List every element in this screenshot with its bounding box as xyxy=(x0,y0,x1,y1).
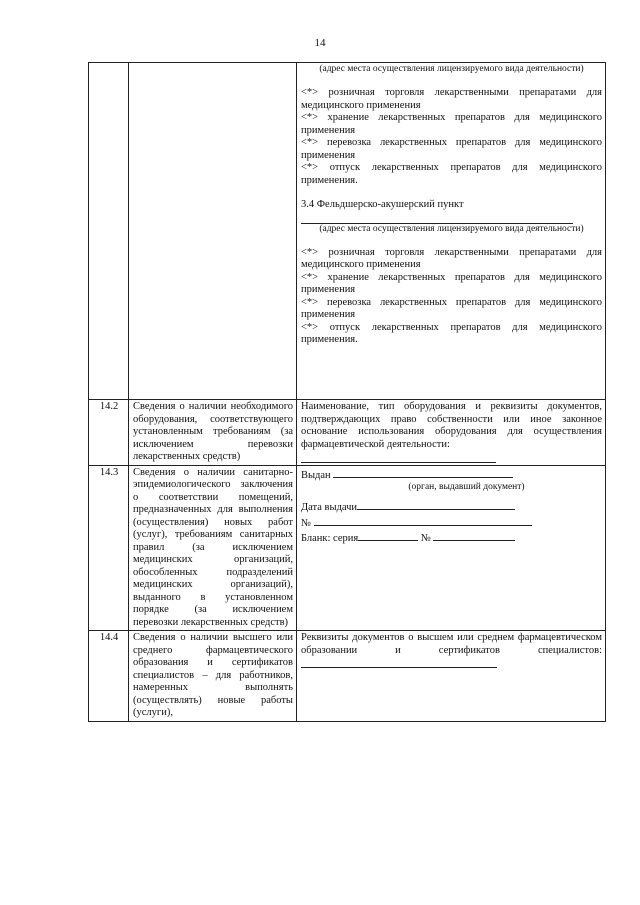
row-content xyxy=(297,631,606,722)
table-row xyxy=(89,631,606,722)
education-details-label xyxy=(301,632,602,673)
issued-line xyxy=(301,467,602,483)
doc-number-line xyxy=(301,515,602,531)
activity-item: <*> отпуск лекарственных препаратов для медицинского применения. xyxy=(301,162,602,186)
activity-item: <*> отпуск лекарственных препаратов для медицинского применения. xyxy=(301,321,602,345)
row-number: 14.2 xyxy=(89,400,129,466)
row-number-cell xyxy=(89,63,129,400)
row-content xyxy=(297,400,606,466)
row-description-cell xyxy=(129,63,297,400)
equipment-blank-line xyxy=(301,451,496,463)
row-description: Сведения о наличии необходимого оборудования, соответствующего установленным требованиям (за исключением перевозки лекарственных средств) xyxy=(129,400,297,466)
activity-item: <*> перевозка лекарственных препаратов для медицинского применения xyxy=(301,137,602,161)
row-description: Сведения о наличии санитарно-эпидемиологического заключения о соответствии помещений, предназначенных для выполнения (осуществления) новых работ (услуг), требованиям санитарных правил (за исключением медицинских организаций, обособленных подразделений медицинских организаций), выданного в установленном порядке (за исключением перевозки лекарственных средств) xyxy=(129,465,297,631)
activity-item: <*> розничная торговля лекарственными препаратами для медицинского применения xyxy=(301,87,602,111)
education-details-text: Реквизиты документов о высшем или среднем фармацевтическом образовании и сертификатов специалистов: xyxy=(301,632,602,656)
issued-label: Выдан xyxy=(301,469,331,481)
blank-number-label: № xyxy=(420,533,431,544)
doc-number-blank xyxy=(314,515,532,526)
row-number: 14.4 xyxy=(89,631,129,722)
blank-series-line xyxy=(301,530,602,546)
blank-number-blank xyxy=(433,530,515,541)
license-application-table xyxy=(88,62,606,722)
activity-item: <*> хранение лекарственных препаратов для медицинского применения xyxy=(301,271,602,295)
table-row xyxy=(89,465,606,631)
address-caption: (адрес места осуществления лицензируемого вида деятельности) xyxy=(319,64,584,74)
education-blank xyxy=(301,657,497,668)
row-description: Сведения о наличии высшего или среднего фармацевтического образования и сертификатов специалистов – для работников, намеренных выполнять (осуществлять) новые работы (услуги), xyxy=(129,631,297,722)
equipment-details-label: Наименование, тип оборудования и реквизиты документов, подтверждающих право собственности или иное законное основание использования оборудования для осуществления фармацевтической деятельности: xyxy=(301,401,602,450)
address-caption: (адрес места осуществления лицензируемого вида деятельности) xyxy=(319,223,584,234)
activity-item: <*> розничная торговля лекарственными препаратами для медицинского применения xyxy=(301,246,602,270)
issue-date-line xyxy=(301,499,602,515)
address-blank-line xyxy=(301,212,573,224)
issue-date-label: Дата выдачи xyxy=(301,502,358,513)
pharmacy-address-block xyxy=(297,63,606,400)
row-number: 14.3 xyxy=(89,465,129,631)
blank-series-blank xyxy=(358,530,418,541)
activity-item: <*> хранение лекарственных препаратов для медицинского применения xyxy=(301,112,602,136)
row-content xyxy=(297,465,606,631)
activity-item: <*> перевозка лекарственных препаратов для медицинского применения xyxy=(301,296,602,320)
issued-blank xyxy=(333,467,513,478)
page-number: 14 xyxy=(314,37,326,49)
blank-series-label: Бланк: серия xyxy=(301,533,359,544)
doc-number-label: № xyxy=(301,517,312,529)
fap-title: 3.4 Фельдшерско-акушерский пункт xyxy=(301,199,464,210)
table-row xyxy=(89,400,606,466)
issue-date-blank xyxy=(357,499,515,510)
issued-caption: (орган, выдавший документ) xyxy=(408,482,525,492)
table-row xyxy=(89,63,606,400)
